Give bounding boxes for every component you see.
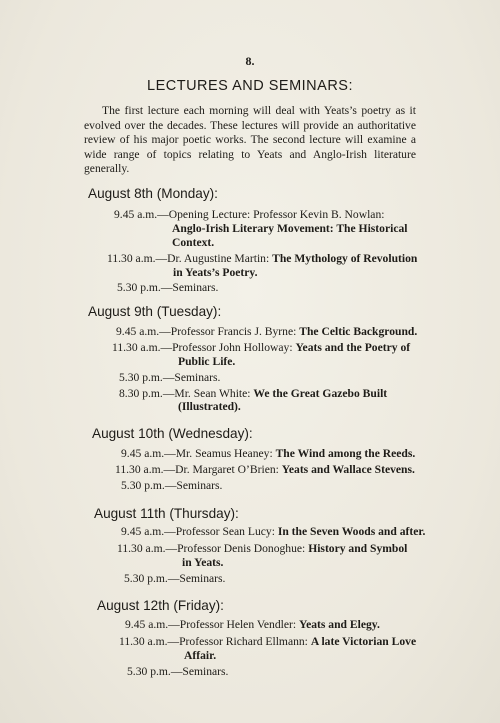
day-heading: August 11th (Thursday):: [94, 506, 239, 521]
day-heading: August 12th (Friday):: [97, 598, 224, 613]
entry-speaker: Seminars.: [182, 665, 229, 678]
entry-time: 11.30 a.m.: [107, 252, 156, 265]
entry-title: Yeats and the Poetry of: [295, 341, 411, 354]
entry-speaker: Professor Francis J. Byrne:: [170, 325, 297, 338]
entry-speaker: Mr. Seamus Heaney:: [175, 447, 273, 460]
page-number: 8.: [245, 54, 255, 68]
entry-title: Anglo-Irish Literary Movement: The Historical: [172, 222, 408, 235]
schedule-entry: 11.30 a.m.—Professor Denis Donoghue: History and Symbol: [117, 542, 408, 555]
entry-title-cont: (Illustrated).: [178, 400, 241, 413]
entry-title: In the Seven Woods and after.: [277, 525, 426, 538]
entry-time: 11.30 a.m.: [117, 542, 166, 555]
entry-time: 9.45 a.m.: [116, 325, 160, 338]
entry-speaker: Seminars.: [172, 281, 219, 294]
schedule-entry: 5.30 p.m.—Seminars.: [119, 371, 221, 384]
page-title: LECTURES AND SEMINARS:: [147, 78, 353, 94]
entry-speaker: Professor Denis Donoghue:: [177, 542, 306, 555]
schedule-entry: 5.30 p.m.—Seminars.: [127, 665, 229, 678]
schedule-entry: 9.45 a.m.—Opening Lecture: Professor Kevin B. Nowlan:: [114, 208, 385, 221]
schedule-entry: 5.30 p.m.—Seminars.: [117, 281, 219, 294]
entry-time: 5.30 p.m.: [121, 479, 165, 492]
day-heading: August 10th (Wednesday):: [92, 426, 253, 441]
schedule-entry: 5.30 p.m.—Seminars.: [121, 479, 223, 492]
entry-speaker: Professor Helen Vendler:: [179, 618, 297, 631]
entry-title: Yeats and Elegy.: [299, 618, 380, 631]
entry-time: 5.30 p.m.: [119, 371, 163, 384]
schedule-entry: 11.30 a.m.—Dr. Augustine Martin: The Mythology of Revolution: [107, 252, 418, 265]
entry-title: Yeats and Wallace Stevens.: [281, 463, 415, 476]
entry-time: 9.45 a.m.: [114, 208, 158, 221]
entry-speaker: Seminars.: [176, 479, 223, 492]
entry-title: The Mythology of Revolution: [272, 252, 418, 265]
entry-title-cont: in Yeats.: [182, 556, 224, 569]
entry-time: 5.30 p.m.: [117, 281, 161, 294]
entry-speaker: Dr. Margaret O’Brien:: [175, 463, 279, 476]
schedule-entry: 9.45 a.m.—Professor Francis J. Byrne: The Celtic Background.: [116, 325, 418, 338]
schedule-entry: 9.45 a.m.—Mr. Seamus Heaney: The Wind among the Reeds.: [121, 447, 416, 460]
entry-time: 9.45 a.m.: [121, 525, 165, 538]
entry-time: 11.30 a.m.: [119, 635, 168, 648]
entry-speaker: Professor Sean Lucy:: [175, 525, 275, 538]
schedule-entry: 11.30 a.m.—Dr. Margaret O’Brien: Yeats and Wallace Stevens.: [115, 463, 415, 476]
entry-time: 9.45 a.m.: [121, 447, 165, 460]
day-heading: August 8th (Monday):: [88, 186, 218, 201]
schedule-entry: 9.45 a.m.—Professor Sean Lucy: In the Seven Woods and after.: [121, 525, 426, 538]
entry-title: The Celtic Background.: [299, 325, 418, 338]
entry-speaker: Mr. Sean White:: [174, 387, 251, 400]
schedule-entry: 11.30 a.m.—Professor Richard Ellmann: A late Victorian Love: [119, 635, 417, 648]
entry-speaker: Professor Richard Ellmann:: [179, 635, 308, 648]
entry-speaker: Opening Lecture: Professor Kevin B. Nowlan:: [168, 208, 385, 221]
entry-time: 5.30 p.m.: [127, 665, 171, 678]
entry-time: 11.30 a.m.: [115, 463, 164, 476]
entry-title-cont: Context.: [172, 236, 215, 249]
schedule-entry: 5.30 p.m.—Seminars.: [124, 572, 226, 585]
schedule-entry: 11.30 a.m.—Professor John Holloway: Yeats and the Poetry of: [112, 341, 411, 354]
entry-title: A late Victorian Love: [310, 635, 417, 648]
entry-time: 8.30 p.m.: [119, 387, 163, 400]
entry-time: 5.30 p.m.: [124, 572, 168, 585]
entry-speaker: Seminars.: [174, 371, 221, 384]
entry-time: 11.30 a.m.: [112, 341, 161, 354]
entry-title-cont: Public Life.: [178, 355, 236, 368]
day-heading: August 9th (Tuesday):: [88, 304, 222, 319]
entry-speaker: Professor John Holloway:: [172, 341, 293, 354]
entry-title-cont: in Yeats’s Poetry.: [173, 266, 258, 279]
schedule-entry: 8.30 p.m.—Mr. Sean White: We the Great Gazebo Built: [119, 387, 388, 400]
entry-speaker: Seminars.: [179, 572, 226, 585]
entry-title: History and Symbol: [308, 542, 408, 555]
intro-paragraph: The first lecture each morning will deal with Yeats’s poetry as it evolved over the decades. These lectures will provide an authoritative review of his major poetic works. The second lecture will examine a wide range of topics relating to Yeats and Anglo-Irish literature generally.: [84, 104, 416, 176]
entry-title: We the Great Gazebo Built: [253, 387, 388, 400]
entry-time: 9.45 a.m.: [125, 618, 169, 631]
entry-speaker: Dr. Augustine Martin:: [167, 252, 270, 265]
entry-title-cont: Affair.: [184, 649, 217, 662]
schedule-entry: 9.45 a.m.—Professor Helen Vendler: Yeats and Elegy.: [125, 618, 380, 631]
entry-title: The Wind among the Reeds.: [275, 447, 416, 460]
